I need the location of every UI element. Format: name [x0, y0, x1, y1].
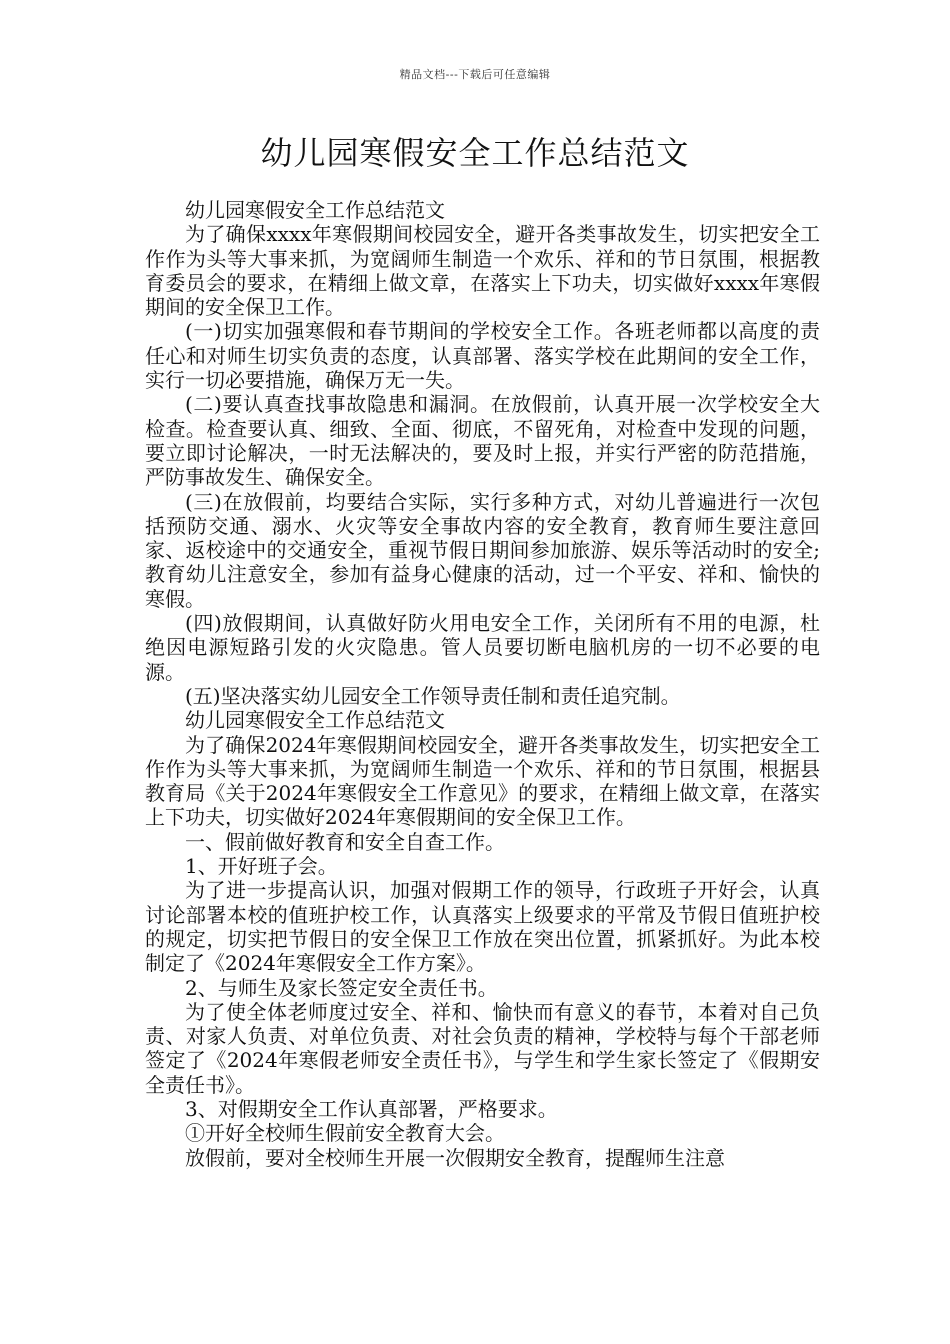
paragraph: (二)要认真查找事故隐患和漏洞。在放假前，认真开展一次学校安全大检查。检查要认真、细致、全面、彻底，不留死角，对检查中发现的问题，要立即讨论解决，一时无法解决的，要及时上报，并实行严密的防范措施，严防事故发生、确保安全。 — [145, 392, 820, 490]
paragraph: 幼儿园寒假安全工作总结范文 — [185, 198, 445, 222]
paragraph: (三)在放假前，均要结合实际，实行多种方式，对幼儿普遍进行一次包括预防交通、溺水、火灾等安全事故内容的安全教育，教育师生要注意回家、返校途中的交通安全，重视节假日期间参加旅游、娱乐等活动时的安全;教育幼儿注意安全，参加有益身心健康的活动，过一个平安、祥和、愉快的寒假。 — [145, 489, 820, 611]
paragraph: (四)放假期间，认真做好防火用电安全工作，关闭所有不用的电源，杜绝因电源短路引发的火灾隐患。管人员要切断电脑机房的一切不必要的电源。 — [145, 611, 820, 684]
paragraph: 1、开好班子会。 — [185, 854, 338, 879]
paragraph: 一、假前做好教育和安全自查工作。 — [185, 829, 505, 854]
paragraph: 放假前，要对全校师生开展一次假期安全教育，提醒师生注意 — [185, 1145, 725, 1170]
paragraph: 为了确保2024年寒假期间校园安全，避开各类事故发生，切实把安全工作作为头等大事来抓，为宽阔师生制造一个欢乐、祥和的节日氛围，根据县教育局《关于2024年寒假安全工作意见》的要求，在精细上做文章，在落实上下功夫，切实做好2024年寒假期间的安全保卫工作。 — [145, 732, 820, 830]
paragraph: 为了确保xxxx年寒假期间校园安全，避开各类事故发生，切实把安全工作作为头等大事来抓，为宽阔师生制造一个欢乐、祥和的节日氛围，根据教育委员会的要求，在精细上做文章，在落实上下功夫，切实做好xxxx年寒假期间的安全保卫工作。 — [145, 222, 820, 320]
paragraph: 为了进一步提高认识，加强对假期工作的领导，行政班子开好会，认真讨论部署本校的值班护校工作，认真落实上级要求的平常及节假日值班护校的规定，切实把节假日的安全保卫工作放在突出位置，抓紧抓好。为此本校制定了《2024年寒假安全工作方案》。 — [145, 878, 820, 976]
paragraph: 3、对假期安全工作认真部署，严格要求。 — [185, 1096, 558, 1121]
paragraph: 为了使全体老师度过安全、祥和、愉快而有意义的春节，本着对自己负责、对家人负责、对单位负责、对社会负责的精神，学校特与每个干部老师签定了《2024年寒假老师安全责任书》，与学生和学生家长签定了《假期安全责任书》。 — [145, 999, 820, 1097]
paragraph: 2、与师生及家长签定安全责任书。 — [185, 975, 498, 1000]
header-note: 精品文档---下载后可任意编辑 — [399, 68, 551, 81]
document-title: 幼儿园寒假安全工作总结范文 — [260, 134, 690, 172]
paragraph: (五)坚决落实幼儿园安全工作领导责任制和责任追究制。 — [185, 683, 681, 708]
paragraph: ①开好全校师生假前安全教育大会。 — [185, 1121, 505, 1146]
paragraph: (一)切实加强寒假和春节期间的学校安全工作。各班老师都以高度的责任心和对师生切实负责的态度，认真部署、落实学校在此期间的安全工作，实行一切必要措施，确保万无一失。 — [145, 319, 820, 393]
paragraph: 幼儿园寒假安全工作总结范文 — [185, 708, 445, 733]
document-body — [145, 198, 820, 1170]
